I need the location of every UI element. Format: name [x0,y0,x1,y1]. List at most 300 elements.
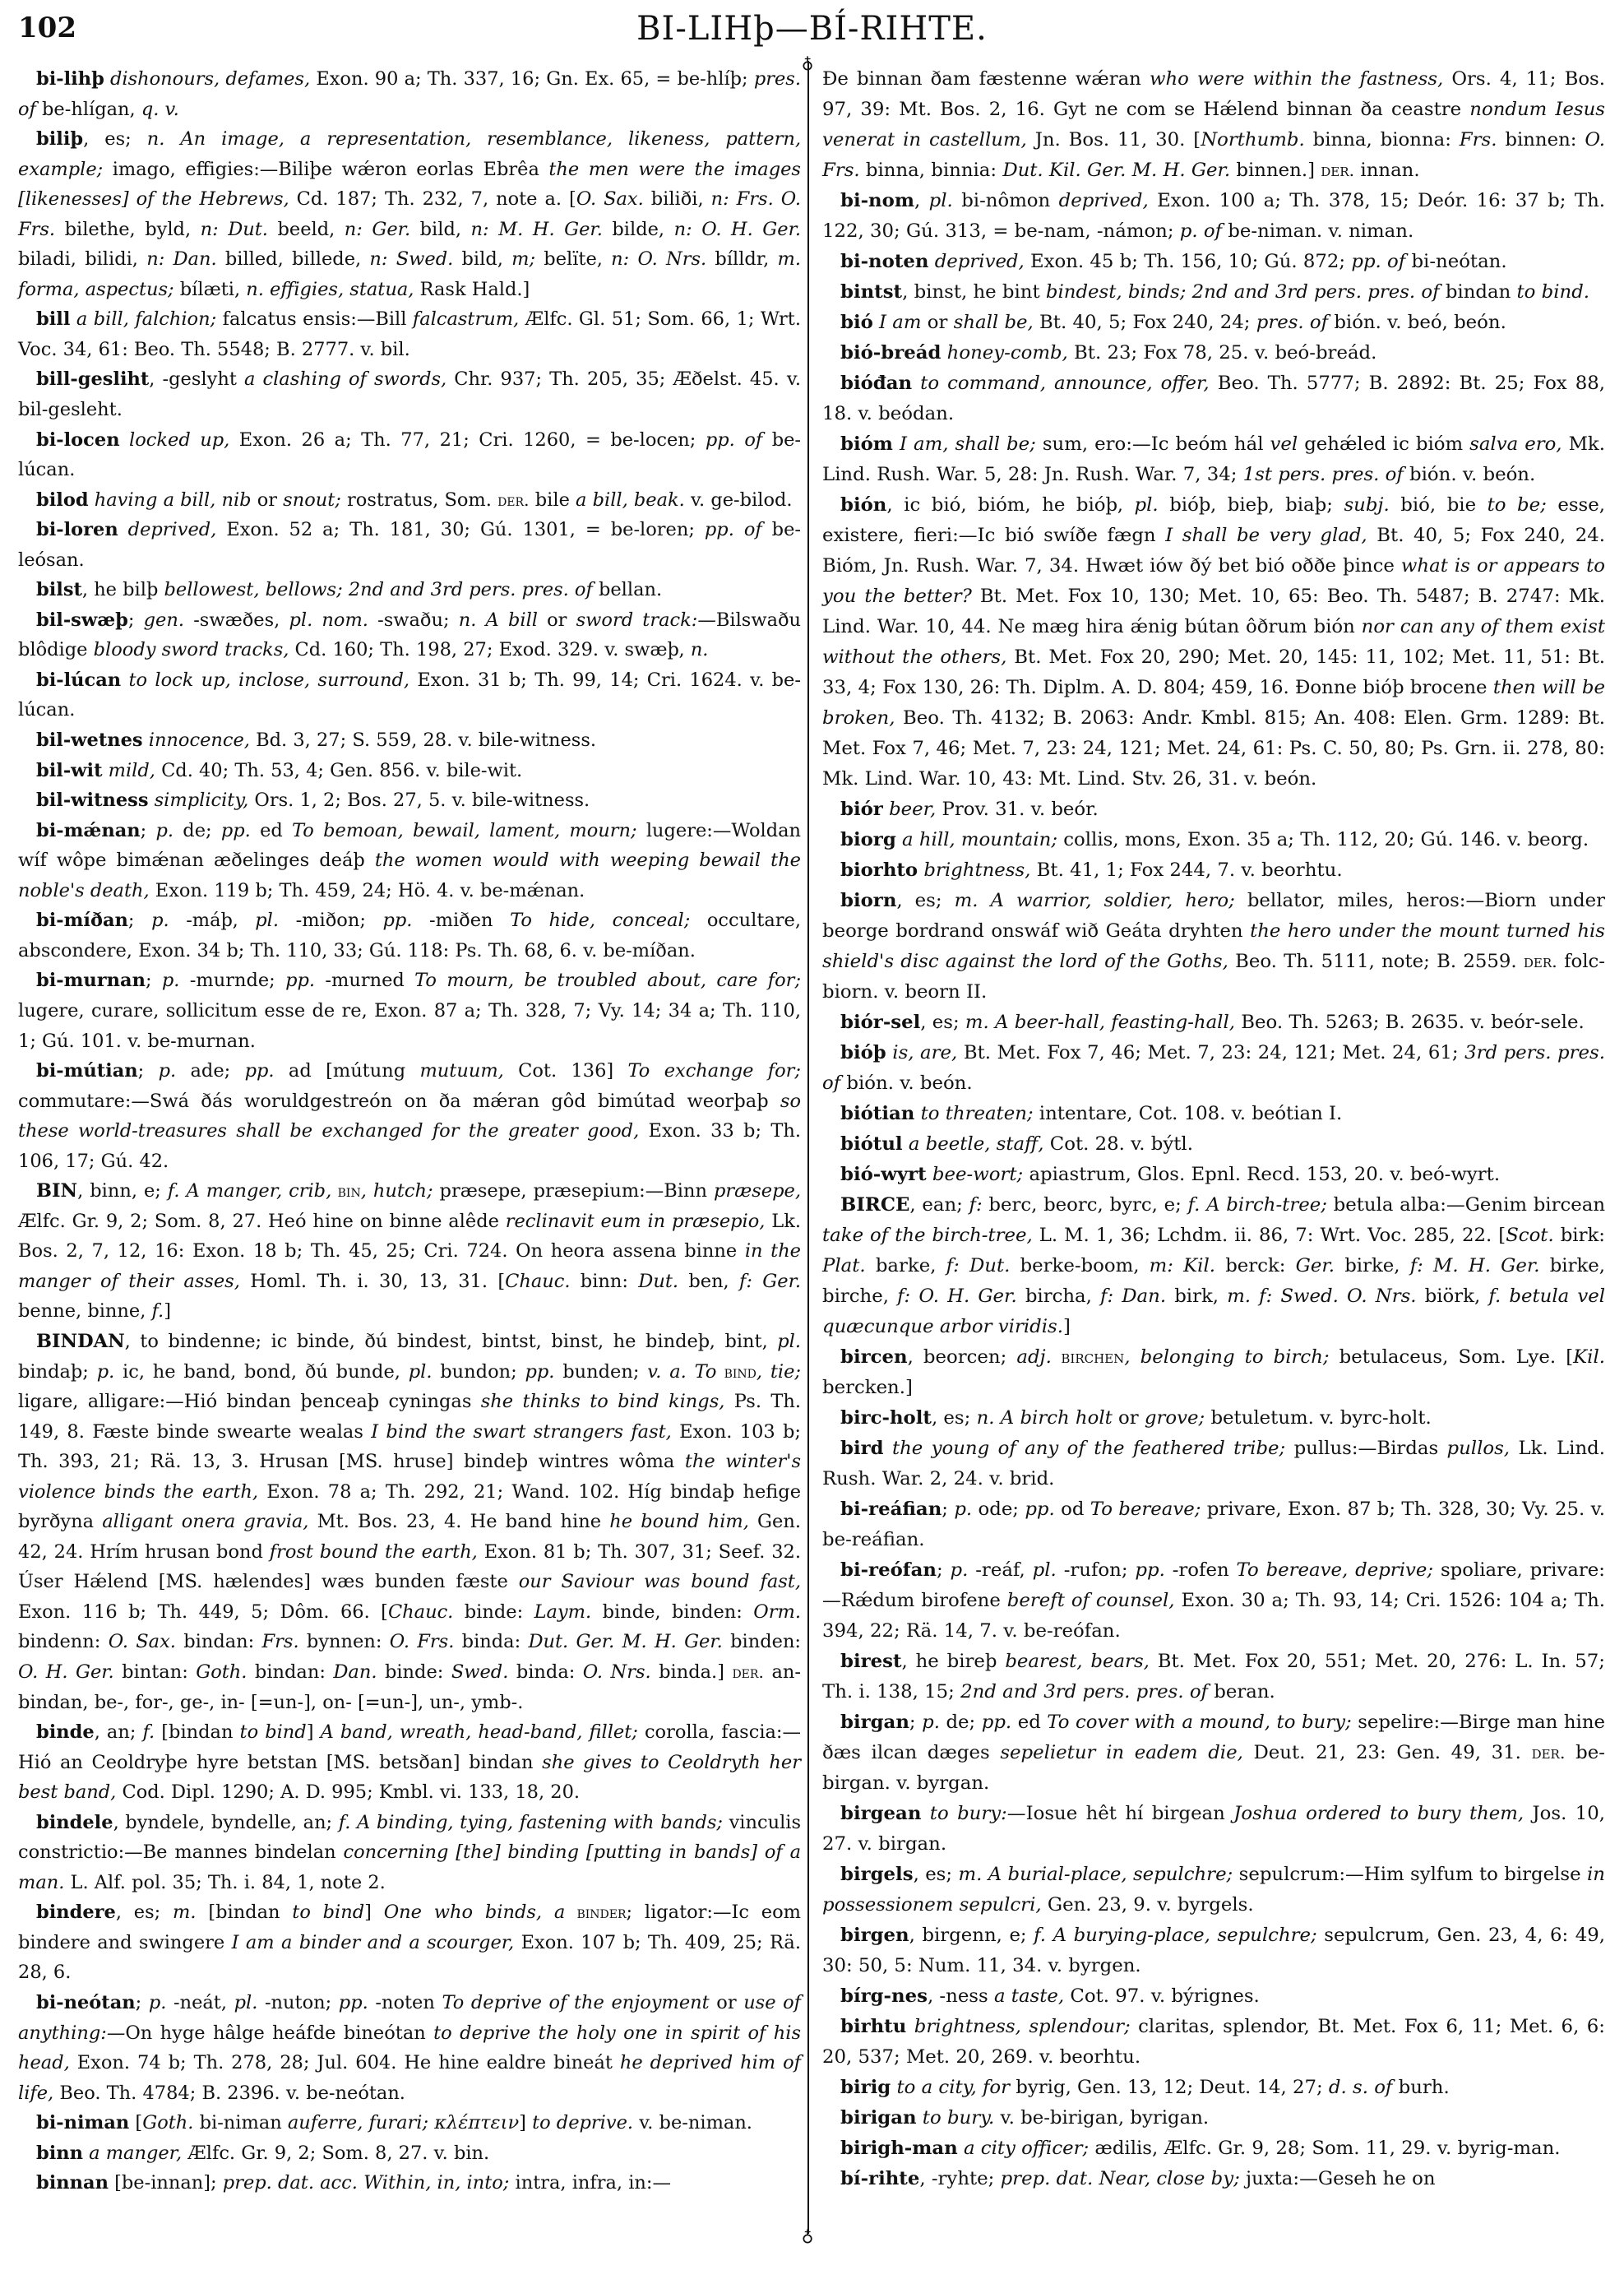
dictionary-entry [18,605,801,665]
left-column [18,64,801,2198]
entry-text: f: Ger. [739,1270,802,1292]
entry-text: Cot. 136] [503,1060,628,1082]
dictionary-entry [18,665,801,725]
entry-text: , birgenn, e; [909,1925,1034,1946]
entry-text: bynnen: [298,1631,390,1653]
entry-text: ed [250,819,293,841]
entry-text: n: O. H. Ger. [673,218,802,240]
entry-text: pp. [981,1712,1012,1733]
entry-text: bindaþ; [18,1360,97,1383]
entry-text: he bound him, [609,1511,749,1533]
headword: BIN [36,1180,78,1202]
entry-text: auferre, furari; κλέπτειν [287,2112,520,2134]
entry-text: simplicity, [148,790,249,812]
entry-text: to a city, for [891,2077,1011,2098]
entry-text: v. ge-bilod. [684,489,793,511]
entry-text: Jos. 10, 27. v. birgan. [822,1803,1605,1855]
entry-text: , to bindenne; ic binde, ðú bindest, bintst, binst, he bindeþ, bint, [124,1330,778,1352]
dictionary-entry [18,785,801,816]
entry-text: vel [1270,433,1298,455]
entry-text: , byndele, byndelle, an; [113,1811,339,1833]
entry-text: bellowest, bellows; 2nd and 3rd pers. pres. of [164,579,593,601]
entry-text: binnen: [1497,129,1585,151]
headword: birigh-man [840,2138,958,2159]
entry-text: bindan: [175,1631,262,1653]
entry-text: pp. [382,910,413,932]
entry-text: m. A burial-place, sepulchre; [958,1864,1233,1885]
dictionary-entry [18,124,801,304]
entry-text: the winter's violence binds the earth, [18,1451,801,1503]
entry-text: then will be broken, [822,677,1605,729]
entry-text: To exchange for; [627,1060,801,1082]
entry-text: pp. [1135,1559,1165,1581]
dictionary-entry [18,425,801,485]
headword: bil-witness [36,790,149,812]
entry-text: bindan: [247,1661,334,1683]
dictionary-entry [822,886,1605,1008]
entry-text: pp. [525,1360,555,1383]
entry-text: sum, ero:—Ic beóm hál [1035,433,1270,455]
entry-text: in the manger of their asses, [18,1240,801,1292]
entry-text: prep. dat. Near, close by; [1000,2168,1240,2189]
entry-text: n: Frs. O. Frs. [18,188,801,240]
entry-text: gen. [143,609,185,631]
entry-text: Exon. 74 b; Th. 278, 28; Jul. 604. He hine ealdre bineát [69,2052,620,2074]
entry-text: what is or appears to you the better? [822,555,1606,607]
entry-text: L. M. 1, 36; Lchdm. ii. 86, 7: Wrt. Voc. 285, 22. [ [1032,1225,1506,1246]
entry-text: salva ero, [1469,433,1562,455]
entry-text: bílæti, [174,278,247,300]
entry-text: Rask Hald.] [414,278,530,300]
entry-text: der. [497,489,530,510]
entry-text: Exon. 103 b; Th. 393, 21; Rä. 13, 3. Hrusan [MS. hruse] bindeþ wintres wôma [18,1420,801,1473]
entry-text: Bt. 40, 5; Fox 240, 24; [1033,312,1256,333]
entry-text: Bt. 23; Fox 78, 25. v. beó-breád. [1067,342,1377,364]
entry-text: bión. v. beón. [1403,464,1536,485]
headword: bi-nom [840,190,914,211]
entry-text: ben, [678,1270,740,1292]
headword: birigan [840,2107,917,2129]
entry-text: ] [519,2112,533,2134]
entry-text: binde: [453,1601,534,1623]
entry-text: birke, birche, [822,1255,1606,1307]
entry-text: lugere, curare, sollicitum esse de re, Exon. 87 a; Th. 328, 7; Vy. 14; 34 a; Th. 110, 1; Gú. 101. v. be-murnan. [18,999,801,1052]
entry-text: To bereave; [1090,1499,1201,1520]
entry-text: betulaceus, Som. Lye. [ [1329,1346,1574,1368]
entry-text: f. [142,1721,155,1744]
entry-text: pl. [408,1360,433,1383]
entry-text: f. A birch-tree; [1187,1194,1327,1216]
entry-text: pp. of [1351,251,1406,272]
entry-text: Exon. 26 a; Th. 77, 21; Cri. 1260, = be-locen; [229,429,706,451]
entry-text: n: Ger. [344,218,411,240]
entry-text: m: Kil. [1149,1255,1216,1276]
entry-text: m; [511,248,536,271]
entry-text: Cd. 40; Th. 53, 4; Gen. 856. v. bile-wit. [155,759,523,781]
entry-text: Beo. Th. 5263; B. 2635. v. beór-sele. [1235,1012,1585,1033]
dictionary-entry [18,64,801,124]
entry-text: alligant onera gravia, [102,1511,309,1533]
entry-text: f: Dut. [946,1255,1011,1276]
headword: birest [840,1651,902,1672]
entry-text: v. be-niman. [633,2112,752,2134]
entry-text: m. f: Swed. O. Nrs. [1227,1286,1417,1307]
headword: binnan [36,2172,109,2194]
entry-text: or [251,489,284,511]
dictionary-entry [822,1160,1605,1190]
headword: birgels [840,1864,914,1885]
entry-text: v. a. To [647,1360,717,1383]
headword: bión [840,494,887,516]
headword: biór [840,799,883,820]
entry-text: she thinks to bind kings, [480,1391,725,1413]
entry-text: , belonging to birch; [1124,1346,1330,1368]
entry-text: , es; [920,1012,965,1033]
entry-text: pp. [1025,1499,1055,1520]
headword: birig [840,2077,891,2098]
entry-text: so these world-treasures shall be exchanged for the greater good, [18,1090,801,1142]
headword: bi-mútian [36,1060,138,1082]
entry-text: ; [127,609,144,631]
entry-text: ode; [972,1499,1025,1520]
entry-text: L. Alf. pol. 35; Th. i. 84, 1, note 2. [64,1871,386,1893]
entry-text: , es; [83,128,147,151]
entry-text: Beo. Th. 5111, note; B. 2559. [1228,951,1524,972]
entry-text: falcastrum, [412,308,520,331]
entry-text: binder [565,1902,627,1923]
entry-text: ; [909,1712,923,1733]
dictionary-entry [18,364,801,424]
entry-text: f: O. H. Ger. [897,1286,1017,1307]
entry-text: prep. dat. acc. Within, in, into; [222,2172,510,2194]
entry-text: ædilis, Ælfc. Gr. 9, 28; Som. 11, 29. v. byrig-man. [1089,2138,1561,2159]
dictionary-entry [18,515,801,575]
entry-text: birchen [1051,1347,1125,1367]
entry-text: benne, binne, [18,1300,152,1323]
entry-text: , an; [94,1721,143,1744]
entry-text: [ [129,2112,143,2134]
entry-text: innocence, [142,730,250,752]
entry-text: p. [158,1060,177,1082]
entry-text: to bind [239,1721,307,1744]
entry-text: a city officer; [957,2138,1090,2159]
headword: bill [36,308,71,331]
headword: bil-wetnes [36,730,143,752]
entry-text: n: M. H. Ger. [470,218,603,240]
dictionary-entry [822,1342,1605,1403]
entry-text: bindest, binds; 2nd and 3rd pers. pres. of [1045,281,1440,303]
entry-text: pl. [777,1330,801,1352]
entry-text: bindan [1439,281,1517,303]
entry-text: binnen.] [1230,160,1321,181]
entry-text: ] [306,1721,321,1744]
entry-text: Ælfc. Gr. 9, 2; Som. 8, 27. Heó hine on binne alêde [18,1210,506,1232]
entry-text: corolla, fascia:—Hió an Ceoldryþe hyre betstan [MS. betsðan] bindan [18,1721,802,1773]
headword: bió-wyrt [840,1164,927,1185]
dictionary-entry [18,2168,801,2198]
entry-text: birk, [1166,1286,1228,1307]
entry-text: der. [1523,952,1557,971]
entry-text: to bind [292,1902,365,1924]
entry-text: , es; [115,1902,174,1924]
entry-text: -murned [315,970,415,992]
headword: bindele [36,1811,113,1833]
entry-text: a bill, falchion; [70,308,217,331]
entry-text: f: M. H. Ger. [1409,1255,1540,1276]
entry-text: , -ness [927,1985,994,2007]
dictionary-entry [822,1707,1605,1799]
entry-text: m. A beer-hall, feasting-hall, [965,1012,1236,1033]
entry-text: Ælfc. Gr. 9, 2; Som. 8, 27. v. bin. [182,2142,490,2164]
entry-text: Beo. Th. 4132; B. 2063: Andr. Kmbl. 815; An. 408: Elen. Grm. 1289: Bt. Met. Fox 7, 46; Met. 7, 23: 24, 121; Met. 24, 61: Ps. C. 50, 80; Ps. Grn. ii. 278, 80: Mk. Lind. War. 10, 43: Mt. Lind. Stv. 26, 31. v. beón. [822,707,1605,790]
dictionary-entry [18,816,801,906]
entry-text: to deprive. [532,2112,634,2134]
entry-text: -miðon; [279,910,383,932]
headword: bi-lúcan [36,669,122,691]
entry-text: byrig, Gen. 13, 12; Deut. 14, 27; [1010,2077,1329,2098]
entry-text: apiastrum, Glos. Epnl. Recd. 153, 20. v. beó-wyrt. [1023,1164,1501,1185]
entry-text: nondum Iesus venerat in castellum, [822,99,1605,151]
entry-text: bión. v. beó, beón. [1328,312,1506,333]
entry-text: Exon. 119 b; Th. 459, 24; Hö. 4. v. be-mǽnan. [149,879,585,901]
entry-text: claritas, splendor, Bt. Met. Fox 6, 11; Met. 6, 6: 20, 537; Met. 20, 269. v. beorhtu. [822,2016,1605,2068]
entry-text: Kil. [1573,1346,1605,1368]
entry-text: p. [950,1559,969,1581]
entry-text: Ger. [1295,1255,1335,1276]
entry-text: p. [96,1360,115,1383]
headword: biorg [840,829,896,850]
dictionary-entry [822,1860,1605,1920]
entry-text: or [709,1992,744,2013]
entry-text: binna, bionna: [1304,129,1460,151]
entry-text: to be; [1487,494,1547,516]
entry-text: ; [942,1499,955,1520]
entry-text: Cd. 187; Th. 232, 7, note a. [ [289,188,576,211]
entry-continuation [822,64,1605,186]
entry-text: to threaten; [914,1103,1034,1124]
dictionary-entry [18,1717,801,1808]
dictionary-entry [822,1555,1605,1647]
entry-text: Joshua ordered to bury them, [1233,1803,1525,1824]
entry-text: n. [690,639,709,661]
entry-text: Beo. Th. 4784; B. 2396. v. be-neótan. [53,2082,405,2104]
entry-text: To bereave, deprive; [1236,1559,1434,1581]
headword: birhtu [840,2016,907,2037]
entry-text: [bindan [155,1721,240,1744]
entry-text: Lk. Bos. 2, 7, 12, 16: Exon. 18 b; Th. 45, 25; Cri. 724. On heora assena binne [18,1210,801,1262]
entry-text: O. Frs. [389,1631,455,1653]
entry-text: , ic bió, bióm, he bióþ, [886,494,1135,516]
entry-text: der. [1531,1743,1566,1763]
entry-text: 1st pers. pres. of [1242,464,1404,485]
entry-text: I am a binder and a scourger, [231,1931,515,1953]
entry-text: reclinavit eum in præsepio, [505,1210,766,1232]
dictionary-entry [822,1129,1605,1160]
entry-text: be-hlígan, [35,98,141,120]
entry-text: occultare, abscondere, Exon. 34 b; Th. 110, 33; Gú. 118: Ps. Th. 68, 6. v. be-míðan. [18,910,802,961]
entry-text: Cot. 97. v. býrignes. [1064,1985,1260,2007]
dictionary-entry [822,2103,1605,2133]
entry-text: bild, [410,218,471,240]
entry-text: berc, beorc, byrc, e; [982,1194,1188,1216]
entry-text: beeld, [267,218,345,240]
entry-text: pp. [220,819,251,841]
dictionary-entry [822,308,1605,338]
dictionary-entry [822,1647,1605,1707]
entry-text: , binst, he bint [902,281,1046,303]
entry-text: birk: [1553,1225,1605,1246]
entry-text: be-niman. v. niman. [1222,220,1414,242]
entry-text: Mt. Bos. 23, 4. He band hine [308,1511,610,1533]
entry-text: mild, [102,759,155,781]
entry-text: , ean; [909,1194,969,1216]
dictionary-entry [18,1897,801,1988]
headword: binn [36,2142,83,2164]
entry-text: in possessionem sepulcri, [822,1864,1605,1916]
entry-text: ] [364,1902,384,1924]
entry-text: , -ryhte; [919,2168,1001,2189]
headword: biór-sel [840,1012,921,1033]
dictionary-entry [18,485,801,516]
dictionary-entry [822,2012,1605,2073]
headword: bi-loren [36,519,118,541]
column-divider [807,61,809,2234]
entry-text: ; [145,970,162,992]
entry-text: who were within the fastness, [1149,68,1444,90]
headword: birgean [840,1803,922,1824]
entry-text: f: [969,1194,983,1216]
entry-text: Exon. 31 b; Th. 99, 14; Cri. 1624. v. be-lúcan. [18,669,801,721]
entry-text: to bury:— [921,1803,1026,1824]
entry-text: deprived, [118,519,217,541]
entry-text: der. [1321,160,1355,180]
entry-text: rostratus, Som. [340,489,498,511]
entry-text: birke, [1335,1255,1410,1276]
entry-text: berck: [1215,1255,1296,1276]
entry-text: Goth. [196,1661,248,1683]
entry-text: biladi, bilidi, [18,248,147,271]
entry-text: ad [mútung [274,1060,420,1082]
headword: binde [36,1721,95,1744]
entry-text: v. be-birigan, byrigan. [994,2107,1210,2129]
dictionary-entry [822,247,1605,277]
entry-text: Exon. 90 a; Th. 337, 16; Gn. Ex. 65, = be-hlíþ; [310,68,754,90]
dictionary-entry [18,1176,801,1327]
entry-text: pl. [928,190,953,211]
entry-text: , beorcen; [907,1346,1017,1368]
entry-text: n: Dut. [200,218,268,240]
entry-text: a manger, [83,2142,183,2164]
entry-text: binda: [508,1661,583,1683]
entry-text: grove; [1144,1407,1205,1429]
entry-text: locked up, [119,429,230,451]
entry-text: bundon; [432,1360,525,1383]
entry-text: ed [1011,1712,1048,1733]
entry-text: On hyge hâlge heáfde bineótan [125,2022,434,2044]
headword: bió-breád [840,342,942,364]
entry-text: ; [936,1559,951,1581]
entry-text: Chr. 937; Th. 205, 35; Æðelst. 45. v. bil-gesleht. [18,368,802,421]
entry-text: Ðe binnan ðam fæstenne wǽran [822,68,1150,90]
entry-text: pp. of [704,519,762,541]
right-column [822,64,1605,2194]
entry-text: binna, binnia: [859,160,1003,181]
entry-text: Dut. Kil. Ger. M. H. Ger. [1002,160,1231,181]
dictionary-entry [822,1494,1605,1555]
entry-text: , hutch; [360,1180,433,1202]
entry-text: Ors. 4, 11; Bos. 97, 39: Mt. Bos. 2, 16. Gyt ne com se Hǽlend binnan ða ceastre [822,68,1605,120]
entry-text: bellan. [592,579,663,601]
entry-text: berke-boom, [1010,1255,1150,1276]
entry-text: O. Sax. [576,188,644,211]
entry-text: or [1112,1407,1145,1429]
entry-text: , -geslyht [149,368,244,391]
entry-text: brightness, splendour; [906,2016,1131,2037]
entry-text: biörk, [1416,1286,1489,1307]
entry-text: Exon. 100 a; Th. 378, 15; Deór. 16: 37 b; Th. 122, 30; Gú. 313, = be-nam, -námon; [822,190,1605,242]
entry-text: esse, existere, fieri:—Ic bió swíðe fægn [822,494,1605,546]
entry-text: Exon. 45 b; Th. 156, 10; Gú. 872; [1024,251,1352,272]
dictionary-entry [822,2073,1605,2103]
entry-text: p. [954,1499,973,1520]
entry-text: beer, [882,799,937,820]
entry-text: Bt. Met. Fox 7, 46; Met. 7, 23: 24, 121; Met. 24, 61; [957,1042,1465,1063]
entry-text: n. A birch holt [976,1407,1113,1429]
entry-text: lugere:—Woldan wíf wôpe bimǽnan æðelinges deáþ [18,819,802,872]
entry-text: Dut. Ger. M. H. Ger. [528,1631,723,1653]
headword: biliþ [36,128,84,151]
entry-text: pp. of [705,429,763,451]
entry-text: Ors. 1, 2; Bos. 27, 5. v. bile-witness. [248,790,590,812]
entry-text: -noten [368,1992,442,2013]
entry-text: Ælfc. Gl. 51; Som. 66, 1; Wrt. Voc. 34, 61: Beo. Th. 5548; B. 2777. v. bil. [18,308,801,360]
entry-text: A band, wreath, head-band, fillet; [320,1721,638,1744]
entry-text: be-lúcan. [18,429,802,481]
entry-text: privare, Exon. 87 b; Th. 328, 30; Vy. 25. v. be-reáfian. [822,1499,1605,1550]
dictionary-entry [822,2133,1605,2164]
entry-text: d. s. of [1328,2077,1393,2098]
headword: birc-holt [840,1407,932,1429]
headword: BINDAN [36,1330,125,1352]
entry-text: sepelire:—Birge man hine ðæs ilcan dæges [822,1712,1606,1763]
entry-text: sword track:— [576,609,716,631]
entry-text: binn: [570,1270,639,1292]
entry-text: bereft of counsel, [1006,1590,1175,1611]
entry-text: -murnde; [179,970,286,992]
entry-text: a hill, mountain; [895,829,1058,850]
dictionary-entry [822,1799,1605,1860]
entry-text: deprived, [928,251,1025,272]
entry-text: honey-comb, [941,342,1068,364]
headword: birgen [840,1925,909,1946]
entry-text: [be-innan]; [108,2172,223,2194]
entry-text: commutare:—Swá ðás woruldgestreón on ða mǽran gôd bimútad weorþaþ [18,1090,780,1112]
entry-text: Goth. [142,2112,194,2134]
entry-text: shall be, [953,312,1034,333]
entry-text: use of anything:— [18,1992,802,2044]
entry-text: p. [155,819,174,841]
entry-text: Cod. Dipl. 1290; A. D. 995; Kmbl. vi. 133, 18, 20. [116,1781,581,1804]
entry-text: ; [140,819,156,841]
entry-text: Exon. 30 a; Th. 93, 14; Cri. 1526: 104 a; Th. 394, 22; Rä. 14, 7. v. be-reófan. [822,1590,1606,1642]
headword: bindere [36,1902,116,1924]
entry-text: bilde, [602,218,674,240]
headword: bió [840,312,873,333]
entry-text: or [921,312,954,333]
entry-text: Plat. [822,1255,866,1276]
headword: biorhto [840,859,918,881]
entry-text: deprived, [1058,190,1149,211]
